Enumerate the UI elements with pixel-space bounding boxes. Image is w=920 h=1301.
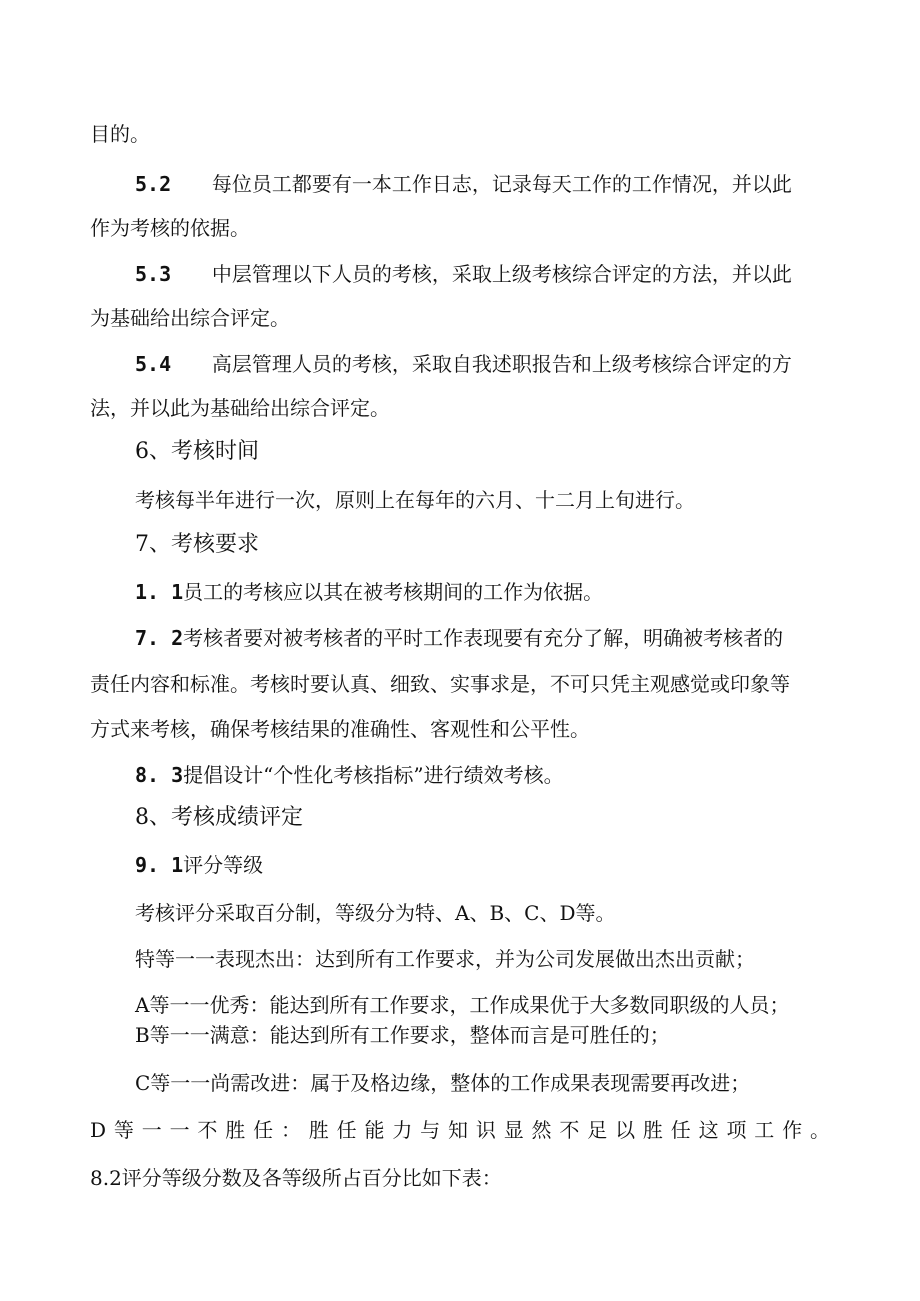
requirement-2-cont-1: 责任内容和标准。考核时要认真、细致、实事求是，不可只凭主观感觉或印象等 — [90, 672, 790, 696]
heading-7: 7、考核要求 — [135, 532, 259, 557]
section-number: 5.2 — [135, 172, 172, 196]
item-text: 提倡设计“个性化考核指标”进行绩效考核。 — [183, 763, 564, 787]
heading-6: 6、考核时间 — [135, 439, 259, 464]
item-number: 8. 3 — [135, 763, 184, 787]
paragraph-6: 考核每半年进行一次，原则上在每年的六月、十二月上旬进行。 — [135, 488, 695, 512]
section-text: 高层管理人员的考核，采取自我述职报告和上级考核综合评定的方 — [211, 352, 792, 376]
item-text: 考核者要对被考核者的平时工作表现要有充分了解，明确被考核者的 — [183, 626, 784, 650]
paragraph-tail: 目的。 — [90, 122, 150, 146]
heading-8: 8、考核成绩评定 — [135, 805, 303, 830]
section-8-2: 8.2评分等级分数及各等级所占百分比如下表： — [90, 1166, 502, 1190]
section-5-4 — [135, 352, 792, 376]
grade-special: 特等一一表现杰出：达到所有工作要求，并为公司发展做出杰出贡献； — [135, 947, 755, 971]
requirement-3 — [135, 763, 564, 787]
section-5-2 — [135, 172, 792, 196]
item-text: 员工的考核应以其在被考核期间的工作为依据。 — [183, 580, 604, 604]
grade-c: C等一一尚需改进：属于及格边缘，整体的工作成果表现需要再改进； — [135, 1071, 751, 1095]
section-5-3 — [135, 262, 792, 286]
grade-subheading — [135, 853, 263, 877]
requirement-2 — [135, 626, 783, 650]
grade-d: D等一一不胜任：胜任能力与知识显然不足以胜任这项工作。 — [90, 1118, 830, 1142]
requirement-1 — [135, 580, 603, 604]
section-text: 中层管理以下人员的考核，采取上级考核综合评定的方法，并以此 — [211, 262, 792, 286]
section-5-4-cont: 法，并以此为基础给出综合评定。 — [90, 396, 390, 420]
grade-a: A等一一优秀：能达到所有工作要求，工作成果优于大多数同职级的人员； — [135, 993, 790, 1017]
item-number: 7. 2 — [135, 626, 184, 650]
grade-b: B等一一满意：能达到所有工作要求，整体而言是可胜任的； — [135, 1023, 670, 1047]
item-number: 9. 1 — [135, 853, 184, 877]
grade-intro: 考核评分采取百分制，等级分为特、A、B、C、D等。 — [135, 901, 616, 925]
section-number: 5.4 — [135, 352, 172, 376]
section-5-3-cont: 为基础给出综合评定。 — [90, 306, 290, 330]
section-5-2-cont: 作为考核的依据。 — [90, 216, 250, 240]
section-number: 5.3 — [135, 262, 172, 286]
requirement-2-cont-2: 方式来考核，确保考核结果的准确性、客观性和公平性。 — [90, 717, 590, 741]
section-text: 每位员工都要有一本工作日志，记录每天工作的工作情况，并以此 — [211, 172, 792, 196]
item-text: 评分等级 — [183, 853, 264, 877]
item-number: 1. 1 — [135, 580, 184, 604]
